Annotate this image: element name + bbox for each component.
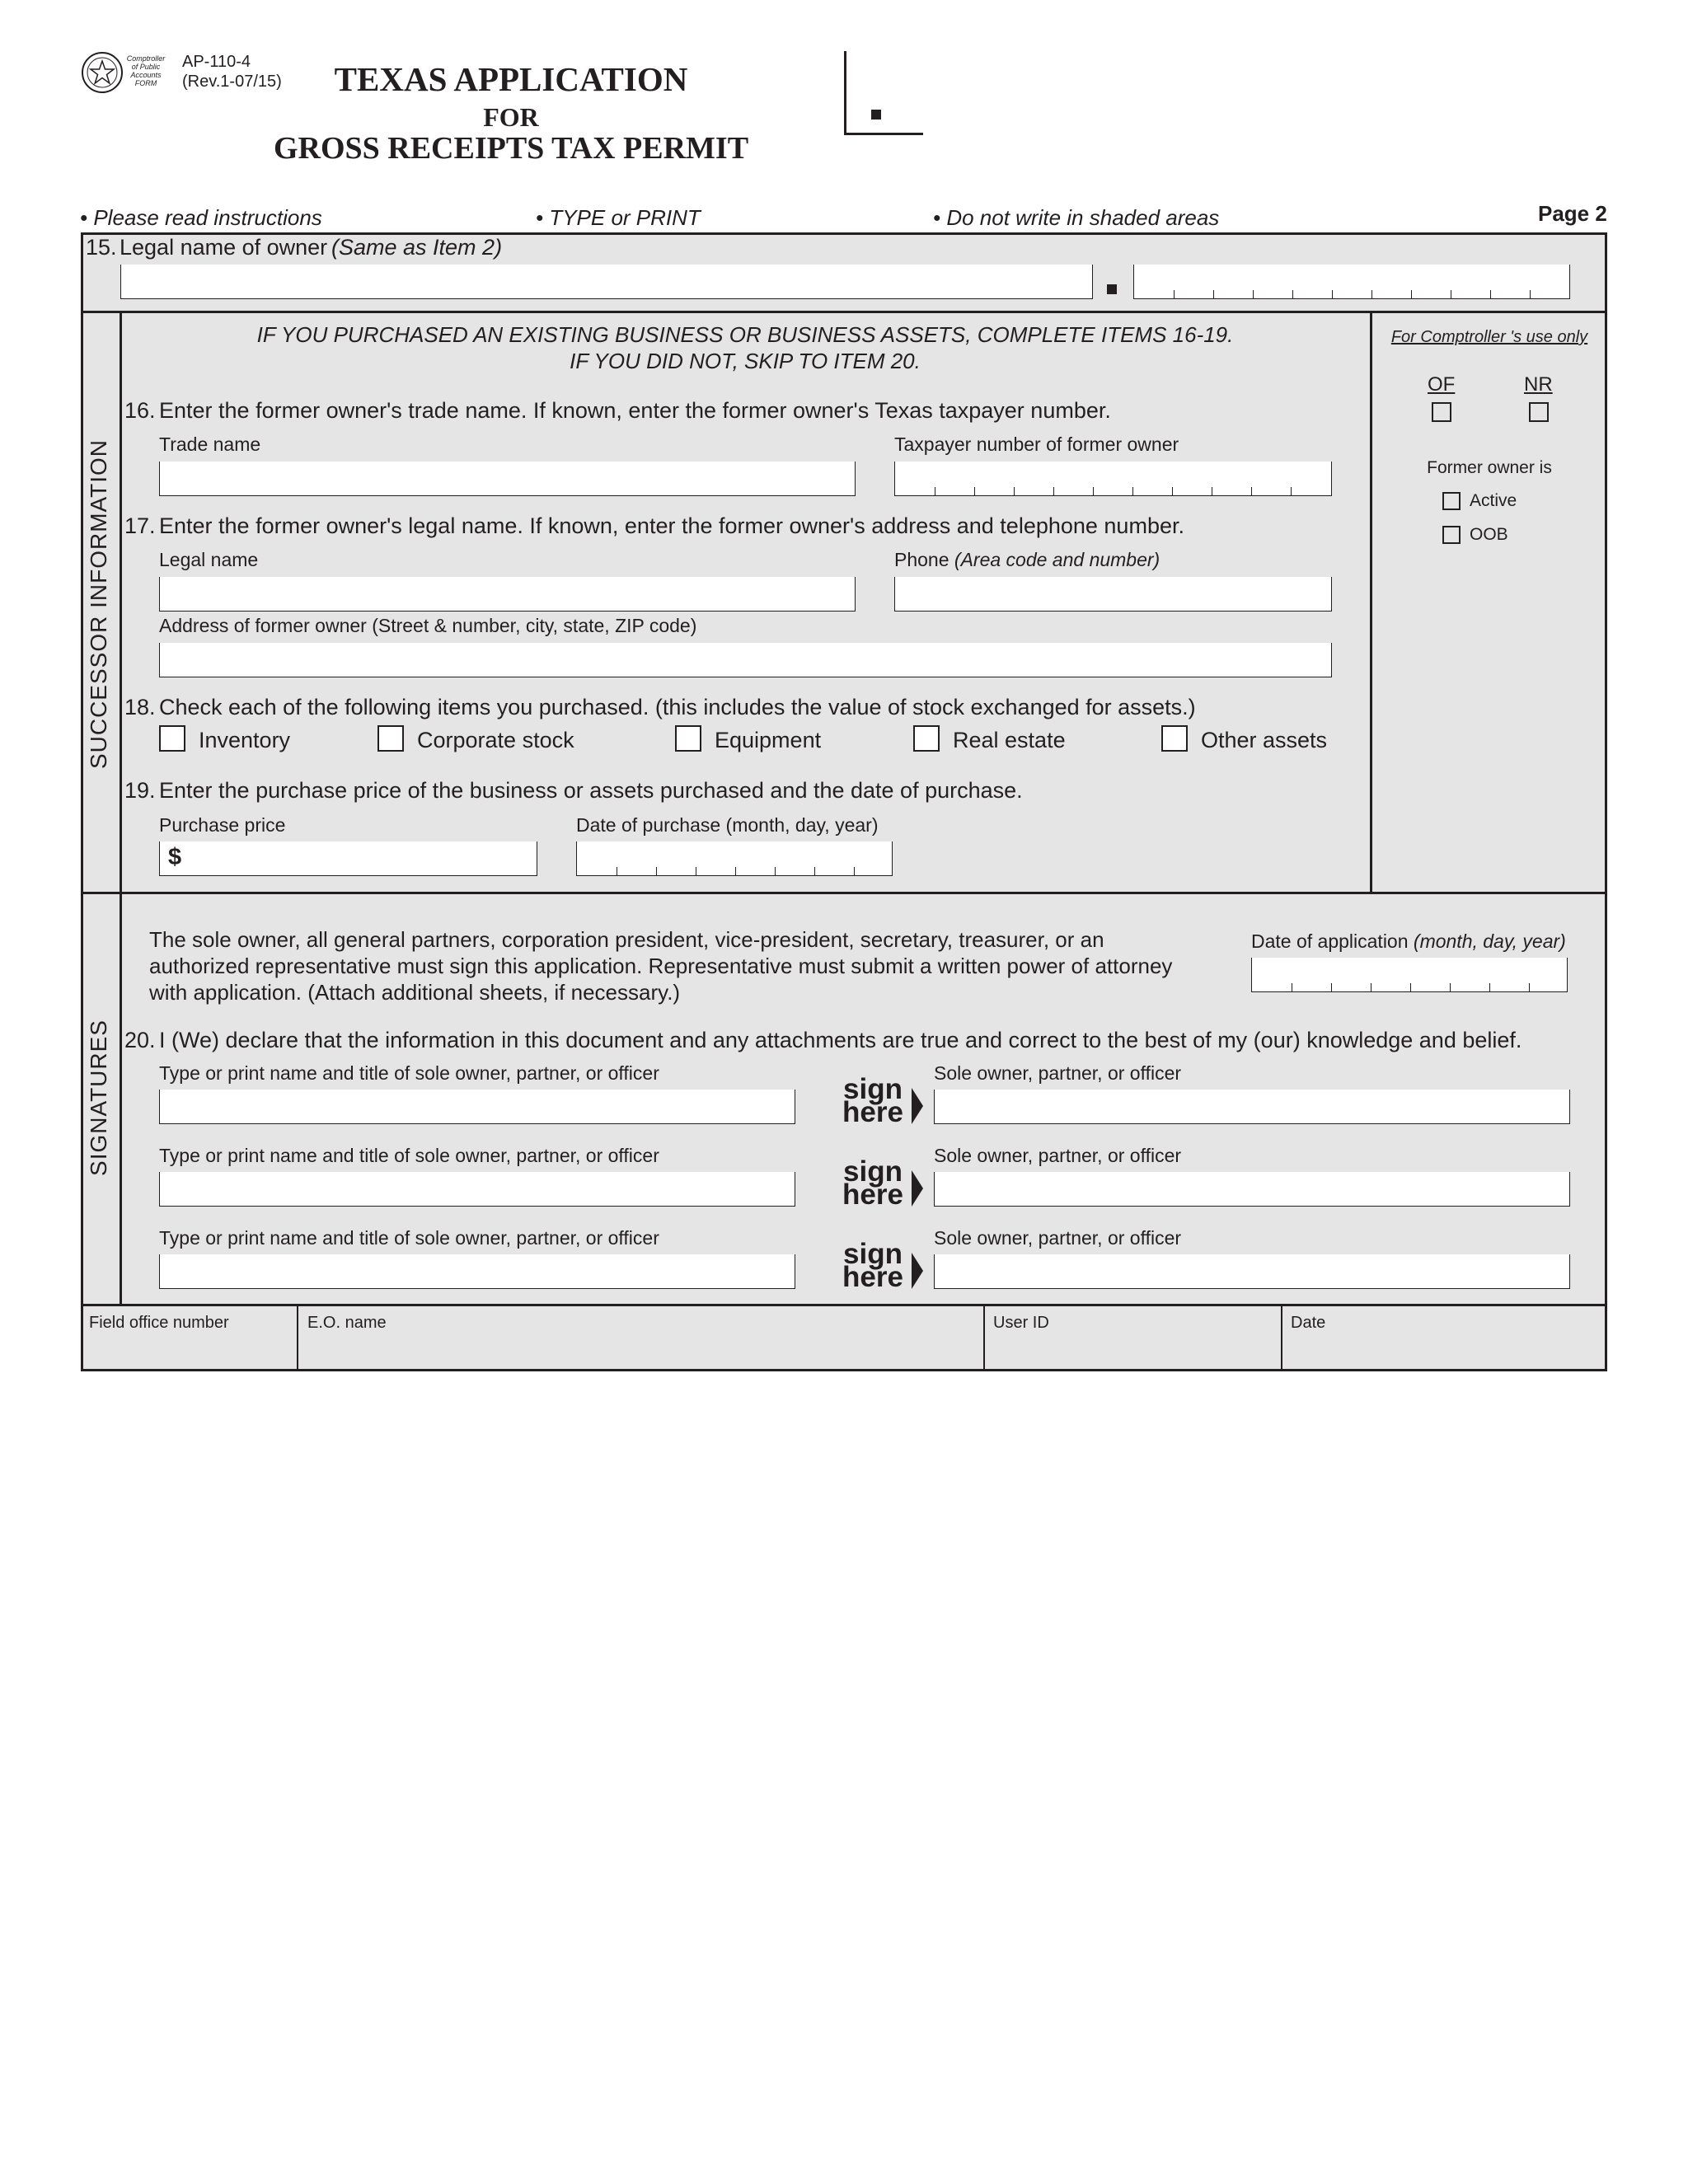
side-label-divider (120, 311, 122, 1305)
signer-name-input-2[interactable] (159, 1172, 795, 1207)
q18-number: 18. (124, 695, 156, 719)
comptroller-seal-icon (81, 51, 124, 94)
eo-name-label: E.O. name (307, 1314, 387, 1332)
instruction-type: • TYPE or PRINT (536, 205, 701, 230)
equipment-label: Equipment (715, 728, 822, 752)
form-title-line2: FOR (483, 102, 539, 132)
nr-label: NR (1524, 373, 1553, 396)
office-divider-1 (297, 1305, 298, 1370)
date-of-purchase-label: Date of purchase (month, day, year) (576, 814, 879, 836)
sign-here-label-1: sign here (842, 1073, 903, 1128)
divider-successor (81, 892, 1607, 894)
successor-side-label: SUCCESSOR INFORMATION (86, 438, 111, 770)
trade-name-label: Trade name (159, 434, 261, 455)
q19-number: 19. (124, 778, 156, 803)
instruction-shaded: • Do not write in shaded areas (933, 205, 1220, 230)
q16-text: Enter the former owner's trade name. If known, enter the former owner's Texas taxpayer number. (159, 398, 1111, 423)
office-divider-2 (983, 1305, 985, 1370)
successor-notice-2: IF YOU DID NOT, SKIP TO ITEM 20. (570, 349, 921, 373)
sign-here-label-3: sign here (842, 1238, 903, 1293)
purchase-price-label: Purchase price (159, 814, 286, 836)
purchase-price-input[interactable] (159, 841, 537, 876)
item-15-label: Legal name of owner (120, 235, 328, 260)
sign-here-arrow-icon-3 (912, 1253, 923, 1289)
signature-input-3[interactable] (934, 1254, 1570, 1289)
field-office-number-label: Field office number (89, 1314, 229, 1332)
signature-instructions (149, 926, 1172, 1005)
office-date-label: Date (1291, 1314, 1326, 1332)
of-label: OF (1428, 373, 1456, 396)
equipment-checkbox[interactable] (675, 725, 701, 752)
signature-instructions-line3: with application. (Attach additional sheets, if necessary.) (149, 980, 681, 1005)
address-label: Address of former owner (Street & number, city, state, ZIP code) (159, 615, 697, 636)
seal-caption: Comptroller of Public Accounts FORM (126, 54, 166, 87)
corner-mark-square (871, 110, 881, 120)
real-estate-label: Real estate (953, 728, 1066, 752)
former-legal-name-input[interactable] (159, 577, 856, 612)
legal-name-label: Legal name (159, 549, 259, 570)
former-owner-is-label: Former owner is (1427, 458, 1552, 477)
phone-label-text: Phone (894, 549, 950, 570)
other-assets-label: Other assets (1201, 728, 1328, 752)
divider-15 (81, 311, 1607, 313)
form-revision: (Rev.1-07/15) (182, 73, 282, 91)
phone-input[interactable] (894, 577, 1332, 612)
successor-notice-1: IF YOU PURCHASED AN EXISTING BUSINESS OR BUSINESS ASSETS, COMPLETE ITEMS 16-19. (256, 322, 1234, 347)
form-number: AP-110-4 (182, 53, 251, 71)
phone-label-note: (Area code and number) (954, 549, 1160, 570)
shaded-marker-square (1107, 284, 1117, 294)
q20-number: 20. (124, 1028, 156, 1052)
dollar-sign: $ (168, 844, 182, 870)
signer-name-input-3[interactable] (159, 1254, 795, 1289)
date-of-application-input[interactable] (1251, 958, 1568, 992)
corner-mark-vertical (844, 51, 846, 135)
real-estate-checkbox[interactable] (913, 725, 940, 752)
nr-checkbox (1529, 402, 1549, 422)
instruction-read: • Please read instructions (80, 205, 322, 230)
sign-here-label-2: sign here (842, 1155, 903, 1211)
q18-text: Check each of the following items you purchased. (this includes the value of stock exchanged for assets.) (159, 695, 1196, 719)
signature-instructions-line1: The sole owner, all general partners, corporation president, vice-president, secretary, treasurer, or an (149, 927, 1104, 952)
signer-name-label-2: Type or print name and title of sole owner, partner, or officer (159, 1145, 659, 1166)
signature-label-1: Sole owner, partner, or officer (934, 1062, 1182, 1084)
signer-name-label-3: Type or print name and title of sole owner, partner, or officer (159, 1227, 659, 1249)
other-assets-checkbox[interactable] (1161, 725, 1188, 752)
active-checkbox (1442, 492, 1461, 510)
date-of-application-note: (month, day, year) (1413, 930, 1566, 952)
item-15-number: 15. (86, 235, 117, 260)
date-of-application-text: Date of application (1251, 930, 1409, 952)
phone-label (894, 549, 1160, 571)
trade-name-input[interactable] (159, 462, 856, 496)
q17-text: Enter the former owner's legal name. If known, enter the former owner's address and telephone number. (159, 513, 1184, 538)
q16-number: 16. (124, 398, 156, 423)
signature-instructions-line2: authorized representative must sign this application. Representative must submit a written power of attorney (149, 954, 1173, 978)
q20-text: I (We) declare that the information in this document and any attachments are true and correct to the best of my (our) knowledge and belief. (159, 1028, 1522, 1052)
taxpayer-number-input[interactable] (894, 462, 1332, 496)
legal-name-underline (120, 298, 1093, 299)
legal-name-owner-input[interactable] (120, 265, 1093, 299)
signature-label-3: Sole owner, partner, or officer (934, 1227, 1182, 1249)
of-checkbox (1432, 402, 1451, 422)
inventory-checkbox[interactable] (159, 725, 185, 752)
q19-text: Enter the purchase price of the business or assets purchased and the date of purchase. (159, 778, 1023, 803)
owner-id-shaded-field (1133, 265, 1570, 299)
comptroller-divider (1370, 311, 1372, 893)
form-title-line1: TEXAS APPLICATION (334, 60, 688, 98)
office-divider-3 (1281, 1305, 1282, 1370)
inventory-label: Inventory (199, 728, 291, 752)
signer-name-input-1[interactable] (159, 1090, 795, 1124)
oob-label: OOB (1470, 525, 1508, 544)
item-15-note: (Same as Item 2) (331, 235, 503, 260)
date-of-purchase-input[interactable] (576, 841, 893, 876)
sign-here-arrow-icon-2 (912, 1170, 923, 1207)
divider-signatures (81, 1304, 1607, 1306)
signature-label-2: Sole owner, partner, or officer (934, 1145, 1182, 1166)
taxpayer-number-label: Taxpayer number of former owner (894, 434, 1179, 455)
signatures-side-label: SIGNATURES (86, 1019, 111, 1176)
corner-mark-horizontal (844, 133, 923, 135)
q17-number: 17. (124, 513, 156, 538)
signature-input-2[interactable] (934, 1172, 1570, 1207)
signature-input-1[interactable] (934, 1090, 1570, 1124)
page-number: Page 2 (1538, 201, 1607, 226)
address-input[interactable] (159, 643, 1332, 677)
corporate-stock-label: Corporate stock (417, 728, 574, 752)
active-label: Active (1470, 491, 1517, 510)
date-of-application-label (1251, 930, 1566, 953)
comptroller-use-title: For Comptroller 's use only (1390, 328, 1588, 346)
signer-name-label-1: Type or print name and title of sole owner, partner, or officer (159, 1062, 659, 1084)
sign-here-arrow-icon-1 (912, 1088, 923, 1124)
oob-checkbox (1442, 526, 1461, 544)
form-title-line3: GROSS RECEIPTS TAX PERMIT (273, 131, 749, 166)
user-id-label: User ID (993, 1314, 1049, 1332)
corporate-stock-checkbox[interactable] (377, 725, 404, 752)
